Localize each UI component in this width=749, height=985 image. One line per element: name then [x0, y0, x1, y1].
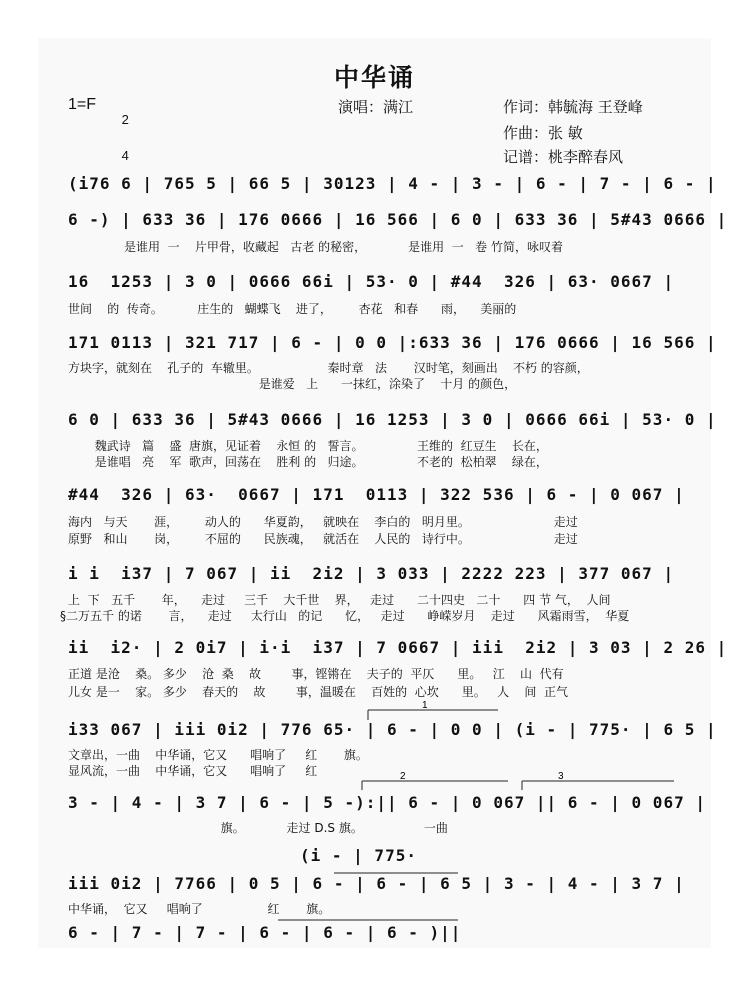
song-title: 中华诵 — [333, 63, 415, 92]
lyric-line-10: 旗。 走过 D.S 旗。 一曲 — [68, 821, 448, 835]
time-signature-bottom: 4 — [121, 148, 129, 163]
notation-line-10: 3 - | 4 - | 3 7 | 6 - | 5 -):|| 6 - | 0 067 || 6 - | 0 067 | — [68, 793, 706, 812]
notation-line-9: i33 067 | iii 0i2 | 776 65· | 6 - | 0 0 | (i - | 775· | 6 5 | — [68, 720, 717, 739]
notation-line-3: 16 1253 | 3 0 | 0666 66i | 53· 0 | #44 326 | 63· 0667 | — [68, 272, 675, 291]
transcriber-credit: 记谱：桃李醉春风 — [503, 148, 624, 166]
lyric-line-6a: 海内 与天 涯， 动人的 华夏韵， 就映在 李白的 明月里。 走过 — [68, 515, 578, 529]
notation-line-5: 6 0 | 633 36 | 5#43 0666 | 16 1253 | 3 0 | 0666 66i | 53· 0 | — [68, 410, 717, 429]
notation-line-11: iii 0i2 | 7766 | 0 5 | 6 - | 6 - | 6 5 | 3 - | 4 - | 3 7 | — [68, 874, 685, 893]
lyric-line-8a: 正道 是沧 桑。 多少 沧 桑 故 事，铿锵在 夫子的 平仄 里。 江 山 代有 — [68, 667, 564, 681]
volta-3-label: 3 — [558, 771, 564, 782]
volta-2-bracket — [362, 771, 508, 790]
volta-3-bracket — [522, 771, 674, 790]
lyric-line-3: 世间 的 传奇。 庄生的 蝴蝶飞 进了， 杏花 和春 雨， 美丽的 — [68, 302, 517, 316]
lyric-line-4a: 方块字，就刻在 孔子的 车辙里。 秦时章 法 汉时笔，刻画出 不朽 的容颜， — [68, 361, 589, 375]
volta-2-label: 2 — [400, 771, 406, 782]
lyric-line-4b: 是谁爱 上 一抹红，涂染了 十月 的颜色， — [68, 377, 517, 391]
volta-1-bracket — [368, 700, 498, 720]
composer-credit: 作曲：张 敏 — [503, 124, 583, 142]
volta-1-label: 1 — [422, 700, 428, 711]
notation-line-12: 6 - | 7 - | 7 - | 6 - | 6 - | 6 - )|| — [68, 923, 462, 942]
notation-line-4: 171 0113 | 321 717 | 6 - | 0 0 |:633 36 | 176 0666 | 16 566 | — [68, 333, 717, 352]
notation-line-1: (i76 6 | 765 5 | 66 5 | 30123 | 4 - | 3 - | 6 - | 7 - | 6 - | — [68, 174, 717, 193]
notation-line-7: i i i37 | 7 067 | ii 2i2 | 3 033 | 2222 223 | 377 067 | — [68, 564, 675, 583]
notation-line-2: 6 -) | 633 36 | 176 0666 | 16 566 | 6 0 | 633 36 | 5#43 0666 | — [68, 210, 728, 229]
score-page — [38, 38, 728, 948]
lyric-line-11: 中华诵， 它又 唱响了 红 旗。 — [68, 902, 331, 916]
overline-notation: (i - | 775· — [300, 846, 417, 865]
singer-credit: 演唱：满江 — [338, 98, 414, 116]
lyricist-credit: 作词：韩毓海 王登峰 — [503, 98, 643, 116]
lyric-line-9b: 显风流，一曲 中华诵，它又 唱响了 红 — [68, 764, 318, 778]
lyric-line-9a: 文章出，一曲 中华诵，它又 唱响了 红 旗。 — [68, 748, 368, 762]
lyric-line-5b: 是谁唱 亮 军 歌声，回荡在 胜利 的 归途。 不老的 松柏翠 绿在， — [68, 455, 548, 469]
lyric-line-6b: 原野 和山 岗， 不屈的 民族魂， 就活在 人民的 诗行中。 走过 — [68, 532, 578, 546]
lyric-line-2: 是谁用 一 片甲骨，收藏起 古老 的秘密， 是谁用 一 卷 竹简，咏叹着 — [124, 240, 563, 254]
lyric-line-8b: 儿女 是一 家。 多少 春天的 故 事，温暖在 百姓的 心坎 里。 人 间 正气 — [68, 685, 569, 699]
notation-line-8: ii i2· | 2 0i7 | i·i i37 | 7 0667 | iii 2i2 | 3 03 | 2 26 | — [68, 638, 728, 657]
time-signature-top: 2 — [121, 112, 129, 127]
notation-line-6: #44 326 | 63· 0667 | 171 0113 | 322 536 | 6 - | 0 067 | — [68, 485, 685, 504]
lyric-line-7b: §二万五千 的诺 言， 走过 太行山 的记 忆， 走过 峥嵘岁月 走过 风霜雨雪， 华夏 — [60, 609, 630, 623]
lyric-line-7a: 上 下 五千 年， 走过 三千 大千世 界， 走过 二十四史 二十 四 节 气， 人间 — [68, 593, 611, 607]
lyric-line-5a: 魏武诗 篇 盛 唐旗，见证着 永恒 的 誓言。 王维的 红豆生 长在， — [68, 439, 548, 453]
key-signature: 1=F — [68, 96, 97, 113]
